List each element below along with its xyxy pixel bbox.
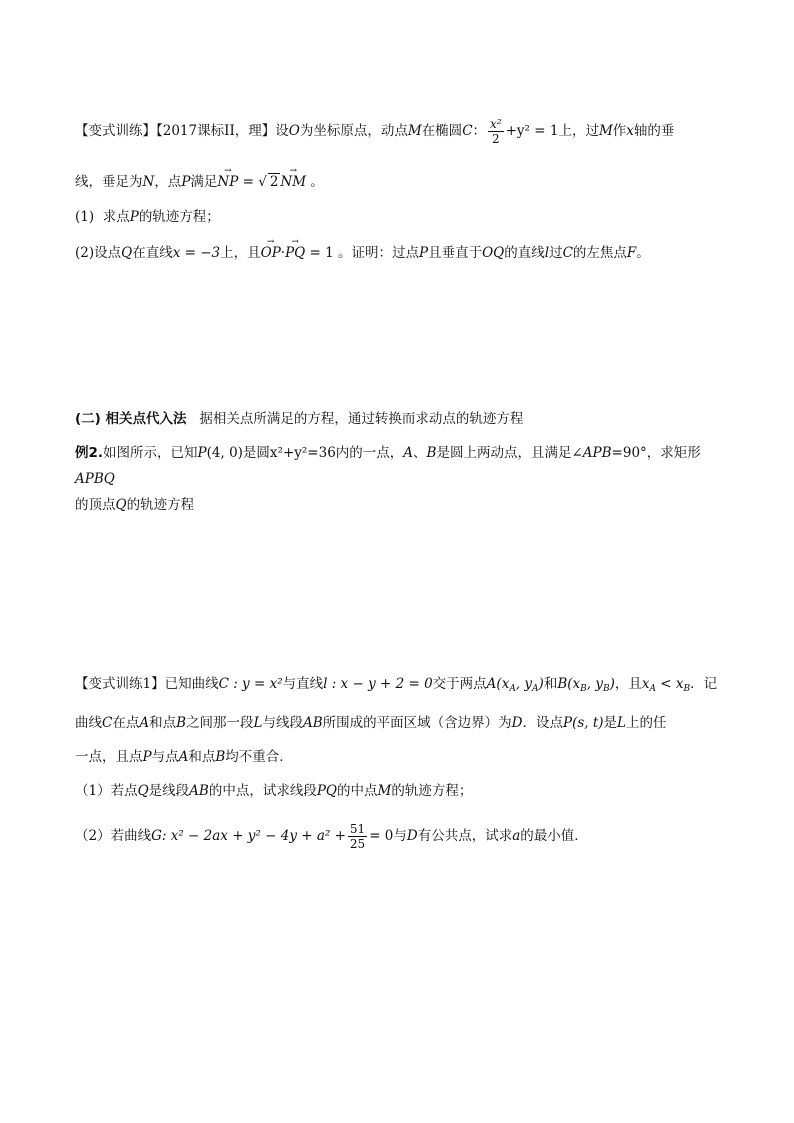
- var-PQ: PQ: [316, 783, 337, 799]
- text: 与线段: [262, 715, 303, 731]
- var-Q: Q: [137, 783, 149, 799]
- text: 轴的垂: [633, 123, 675, 139]
- vector-OP: → OP: [261, 243, 281, 263]
- text: （1）若点: [75, 783, 138, 799]
- var-AB: AB: [189, 783, 209, 799]
- question-number: (1): [75, 209, 95, 225]
- text: 满足: [190, 174, 218, 190]
- text: x: [641, 676, 650, 692]
- text: ：: [472, 123, 487, 139]
- question-number: (2): [75, 245, 95, 261]
- line-eq: x = −3: [172, 245, 221, 261]
- subscript: B: [683, 684, 691, 694]
- var-B: B: [426, 445, 437, 461]
- text: = 1 。证明：过点: [305, 245, 420, 261]
- text: 作: [612, 123, 627, 139]
- var-M: M: [377, 783, 392, 799]
- question-1: [75, 207, 725, 227]
- var-A: A: [139, 715, 150, 731]
- dot: ·: [280, 245, 286, 261]
- var-G: G: [151, 828, 162, 844]
- subscript: A: [509, 684, 516, 694]
- text: 与: [393, 828, 407, 844]
- vector-PQ: → PQ: [285, 243, 305, 263]
- section-title: (二) 相关点代入法: [75, 411, 187, 427]
- text: 曲线: [75, 715, 102, 731]
- var-D: D: [511, 715, 523, 731]
- subscript: A: [532, 684, 539, 694]
- denominator: 2: [492, 132, 500, 146]
- text: 的顶点: [75, 497, 116, 513]
- text: 是圆上两动点，且满足∠: [436, 445, 583, 461]
- text: 的轨迹方程；: [138, 209, 220, 225]
- var-M: M: [407, 123, 422, 139]
- subscript: B: [580, 684, 587, 694]
- var-C: C: [102, 715, 113, 731]
- text: 之间那一段: [186, 715, 254, 731]
- text: 和: [543, 676, 558, 692]
- var-F: F: [626, 245, 637, 261]
- var-Q: Q: [121, 245, 133, 261]
- text: +y² = 1上，过: [505, 123, 599, 139]
- text: 过: [549, 245, 563, 261]
- sqrt-sign: √: [258, 174, 267, 190]
- text: 的直线: [504, 245, 545, 261]
- question-2: [75, 243, 725, 263]
- text: , y: [515, 676, 533, 692]
- exercise-3: [75, 667, 725, 808]
- text: 求点: [102, 209, 130, 225]
- text: 有公共点，试求: [417, 828, 513, 844]
- text: 的轨迹方程；: [391, 783, 473, 799]
- example-2: [75, 440, 725, 518]
- var-B: B: [215, 749, 226, 765]
- source-tag: 【2017课标II，理】: [156, 123, 276, 139]
- var-x: x: [626, 123, 634, 139]
- text: 如图所示，已知: [103, 445, 198, 461]
- var-P: P: [197, 445, 207, 461]
- text: 在直线: [132, 245, 173, 261]
- text: = 0: [369, 828, 394, 844]
- inequality: [642, 676, 690, 692]
- text: 、: [413, 445, 427, 461]
- var-P: P: [142, 749, 152, 765]
- text: ．记: [690, 676, 718, 692]
- text: 一点，且点: [75, 749, 143, 765]
- text: 。: [306, 174, 324, 190]
- section-description: 据相关点所满足的方程，通过转换而求动点的轨迹方程: [199, 411, 524, 427]
- var-N: N: [142, 174, 155, 190]
- text: 所围成的平面区域（含边界）为: [322, 715, 512, 731]
- exercise-1: [75, 117, 725, 146]
- var-C: C: [462, 123, 473, 139]
- rect-APBQ: APBQ: [75, 471, 115, 487]
- var-O: O: [288, 123, 300, 139]
- text: 在点: [112, 715, 140, 731]
- var-L: L: [617, 715, 627, 731]
- exercise-1-line2: [75, 172, 725, 192]
- text: 与直线: [282, 676, 324, 692]
- var-P: P: [181, 174, 191, 190]
- text: 且垂直于: [428, 245, 483, 261]
- var-D: D: [406, 828, 418, 844]
- var-OQ: OQ: [482, 245, 505, 261]
- text: 线，垂足为: [75, 174, 143, 190]
- line-eq: l : x − y + 2 = 0: [323, 676, 433, 692]
- text: 设: [275, 123, 289, 139]
- text: B(x: [557, 676, 581, 692]
- text: ): [538, 676, 544, 692]
- var-L: L: [253, 715, 263, 731]
- text: A(x: [486, 676, 510, 692]
- exercise-3-question-2: [75, 822, 725, 851]
- example-label: 例2.: [75, 445, 104, 461]
- curve-G-eq: : x² − 2ax + y² − 4y + a² +: [161, 828, 346, 844]
- var-C: C: [562, 245, 573, 261]
- text: 与点: [151, 749, 179, 765]
- text: =: [238, 174, 259, 190]
- text: 是: [603, 715, 618, 731]
- text: 上的任: [626, 715, 667, 731]
- point-B: [557, 676, 615, 692]
- text: , y: [586, 676, 603, 692]
- text: ．设点: [522, 715, 563, 731]
- text: 和点: [188, 749, 216, 765]
- text: 内的一点，: [335, 445, 404, 461]
- subscript: A: [649, 684, 656, 694]
- vector-NP: → NP: [217, 172, 238, 192]
- vector-NM: → NM: [280, 172, 306, 192]
- text: 的最小值．: [520, 828, 588, 844]
- point-A: [487, 676, 544, 692]
- text: ，且: [614, 676, 642, 692]
- text: 的中点，试求线段: [208, 783, 317, 799]
- text: 的轨迹方程: [126, 497, 195, 513]
- var-A: A: [178, 749, 189, 765]
- text: 在椭圆: [421, 123, 463, 139]
- text: 交于两点: [432, 676, 487, 692]
- circle-eq: x²+y²=36: [269, 445, 336, 461]
- text: 的中点: [337, 783, 378, 799]
- text: （2）若曲线: [75, 828, 152, 844]
- numerator: 51: [349, 822, 366, 836]
- exercise-tag: 【变式训练1】: [75, 676, 165, 692]
- curve-eq: C : y = x²: [218, 676, 283, 692]
- point-P: P(s, t): [562, 715, 604, 731]
- denominator: 25: [349, 837, 366, 851]
- fraction-51-over-25: [348, 822, 367, 851]
- fraction-x2-over-2: [488, 117, 504, 146]
- section-heading: [75, 409, 725, 429]
- text: 设点: [94, 245, 122, 261]
- var-AB: AB: [302, 715, 323, 731]
- exercise-tag: 【变式训练】: [75, 123, 156, 139]
- text: 和点: [149, 715, 177, 731]
- var-Q: Q: [115, 497, 127, 513]
- angle-APB: APB: [582, 445, 612, 461]
- text: 为坐标原点，动点: [299, 123, 408, 139]
- text: 。: [636, 245, 650, 261]
- text: 的左焦点: [572, 245, 627, 261]
- text: < x: [656, 676, 684, 692]
- var-l: l: [544, 245, 550, 261]
- var-P: P: [419, 245, 429, 261]
- subscript: B: [602, 684, 610, 694]
- text: 上，且: [220, 245, 261, 261]
- var-P: P: [129, 209, 139, 225]
- text: ，点: [154, 174, 182, 190]
- text: 已知曲线: [164, 676, 219, 692]
- text: 是线段: [148, 783, 190, 799]
- var-B: B: [176, 715, 187, 731]
- var-M: M: [598, 123, 613, 139]
- text: (4, 0)是圆: [206, 445, 270, 461]
- text: ): [609, 676, 615, 692]
- var-A: A: [403, 445, 414, 461]
- var-a: a: [512, 828, 521, 844]
- numerator: x²: [490, 117, 502, 131]
- text: 均不重合．: [225, 749, 293, 765]
- sqrt-value: 2: [269, 174, 279, 190]
- text: =90°，求矩形: [611, 445, 701, 461]
